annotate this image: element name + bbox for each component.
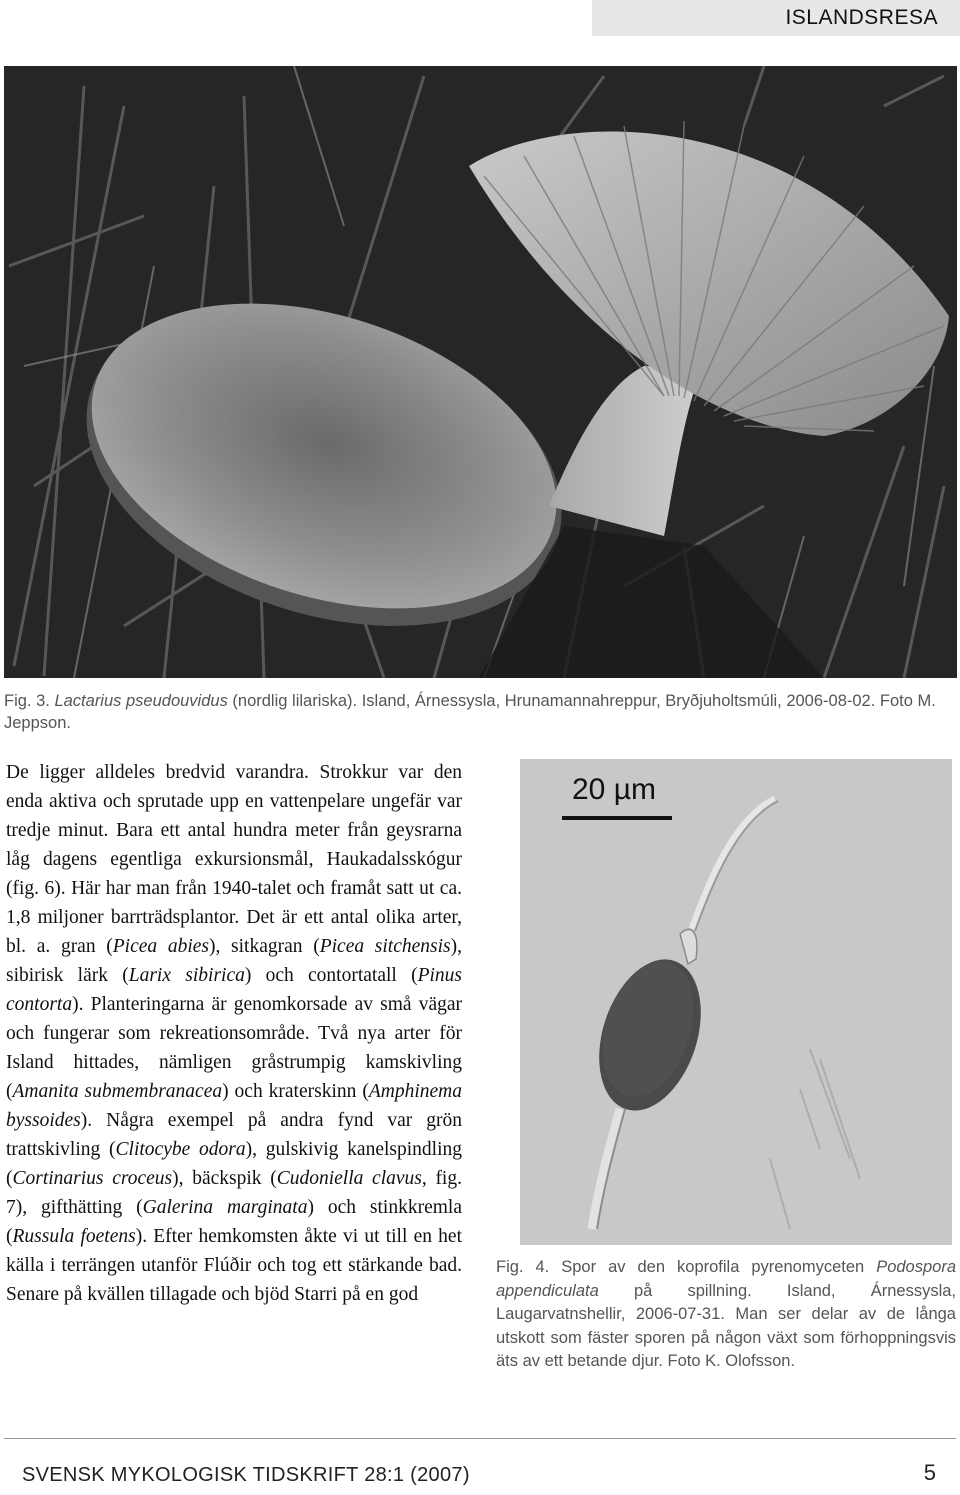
figure-4-caption [496,1256,956,1374]
figure-3-species: Lactarius pseudouvidus [54,692,228,710]
species-name: Clitocybe odora [115,1139,246,1160]
body-text-segment: ) och kraterskinn ( [222,1081,369,1102]
species-name: Picea sitchensis [319,936,451,957]
body-text-segment: ), gulskivig kanelspindling ( [6,1139,462,1189]
body-paragraph [6,758,462,1309]
body-text-segment: ) och stinkkremla ( [6,1197,462,1247]
running-header [592,0,960,36]
body-text-segment: De ligger alldeles bredvid varandra. Strokkur var den enda aktiva och sprutade upp en vattenpelare ungefär var tredje minut. Bara ett antal hundra meter från geysrarna låg dagens egentliga exkursionsmål, Haukadalsskógur (fig. 6). Här har man från 1940-talet och framåt satt ut ca. 1,8 miljoner barrträdsplantor. Det är ett antal olika arter, bl. a. gran ( [6,762,462,957]
species-name: Amanita submembranacea [12,1081,223,1102]
figure-3-caption-text: (nordlig lilariska). Island, Árnessysla, Hrunamannahreppur, Bryðjuholtsmúli, 2006-08-02. Foto M. Jeppson. [4,692,936,732]
body-text-segment: ). Planteringarna är genomkorsade av små vägar och fungerar som rekreationsområde. Två nya arter för Island hittades, nämligen gråstrumpig kamskivling ( [6,994,462,1102]
footer-divider [4,1438,956,1439]
body-text-segment: ), sitkagran ( [209,936,320,957]
article-body-text [6,758,462,1309]
species-name: Larix sibirica [128,965,245,986]
scale-bar-label: 20 µm [572,773,656,806]
species-name: Pinus contorta [6,965,462,1015]
scale-bar [562,816,672,820]
spore-micrograph [520,759,952,1245]
mushroom-photo [4,66,957,678]
body-text-segment: ) och contortatall ( [244,965,418,986]
species-name: Cortinarius croceus [12,1168,173,1189]
species-name: Picea abies [112,936,209,957]
figure-4-caption-text-a: Spor av den koprofila pyrenomyceten [549,1258,877,1276]
body-text-segment: ). Efter hemkomsten åkte vi ut till en het källa i terrängen utanför Flúðir och tog ett stärkande bad. Senare på kvällen tillagade och bjöd Starri på en god [6,1226,462,1305]
body-text-segment: ). Några exempel på andra fynd var grön trattskivling ( [6,1110,462,1160]
page-number: 5 [923,1460,936,1485]
journal-name: SVENSK MYKOLOGISK TIDSKRIFT 28:1 (2007) [22,1464,470,1486]
section-title: ISLANDSRESA [785,6,938,29]
body-text-segment: ), bäckspik ( [172,1168,277,1189]
figure-4-label: Fig. 4. [496,1258,550,1276]
body-text-segment: , fig. 7), gifthätting ( [6,1168,462,1218]
body-text-segment: ), sibirisk lärk ( [6,936,462,986]
species-name: Galerina marginata [142,1197,308,1218]
species-name: Russula foetens [12,1226,136,1247]
figure-4-caption-text-b: på spillning. Island, Árnessysla, Laugarvatnshellir, 2006-07-31. Man ser delar av de långa utskott som fäster sporen på någon växt som förhoppningsvis äts av ett betande djur. Foto K. Olofsson. [496,1281,956,1370]
species-name: Cudoniella clavus [276,1168,422,1189]
figure-3-caption [4,690,954,734]
figure-3-label: Fig. 3. [4,692,50,710]
species-name: Amphinema byssoides [6,1081,462,1131]
figure-4-species: Podospora appendiculata [496,1258,956,1300]
